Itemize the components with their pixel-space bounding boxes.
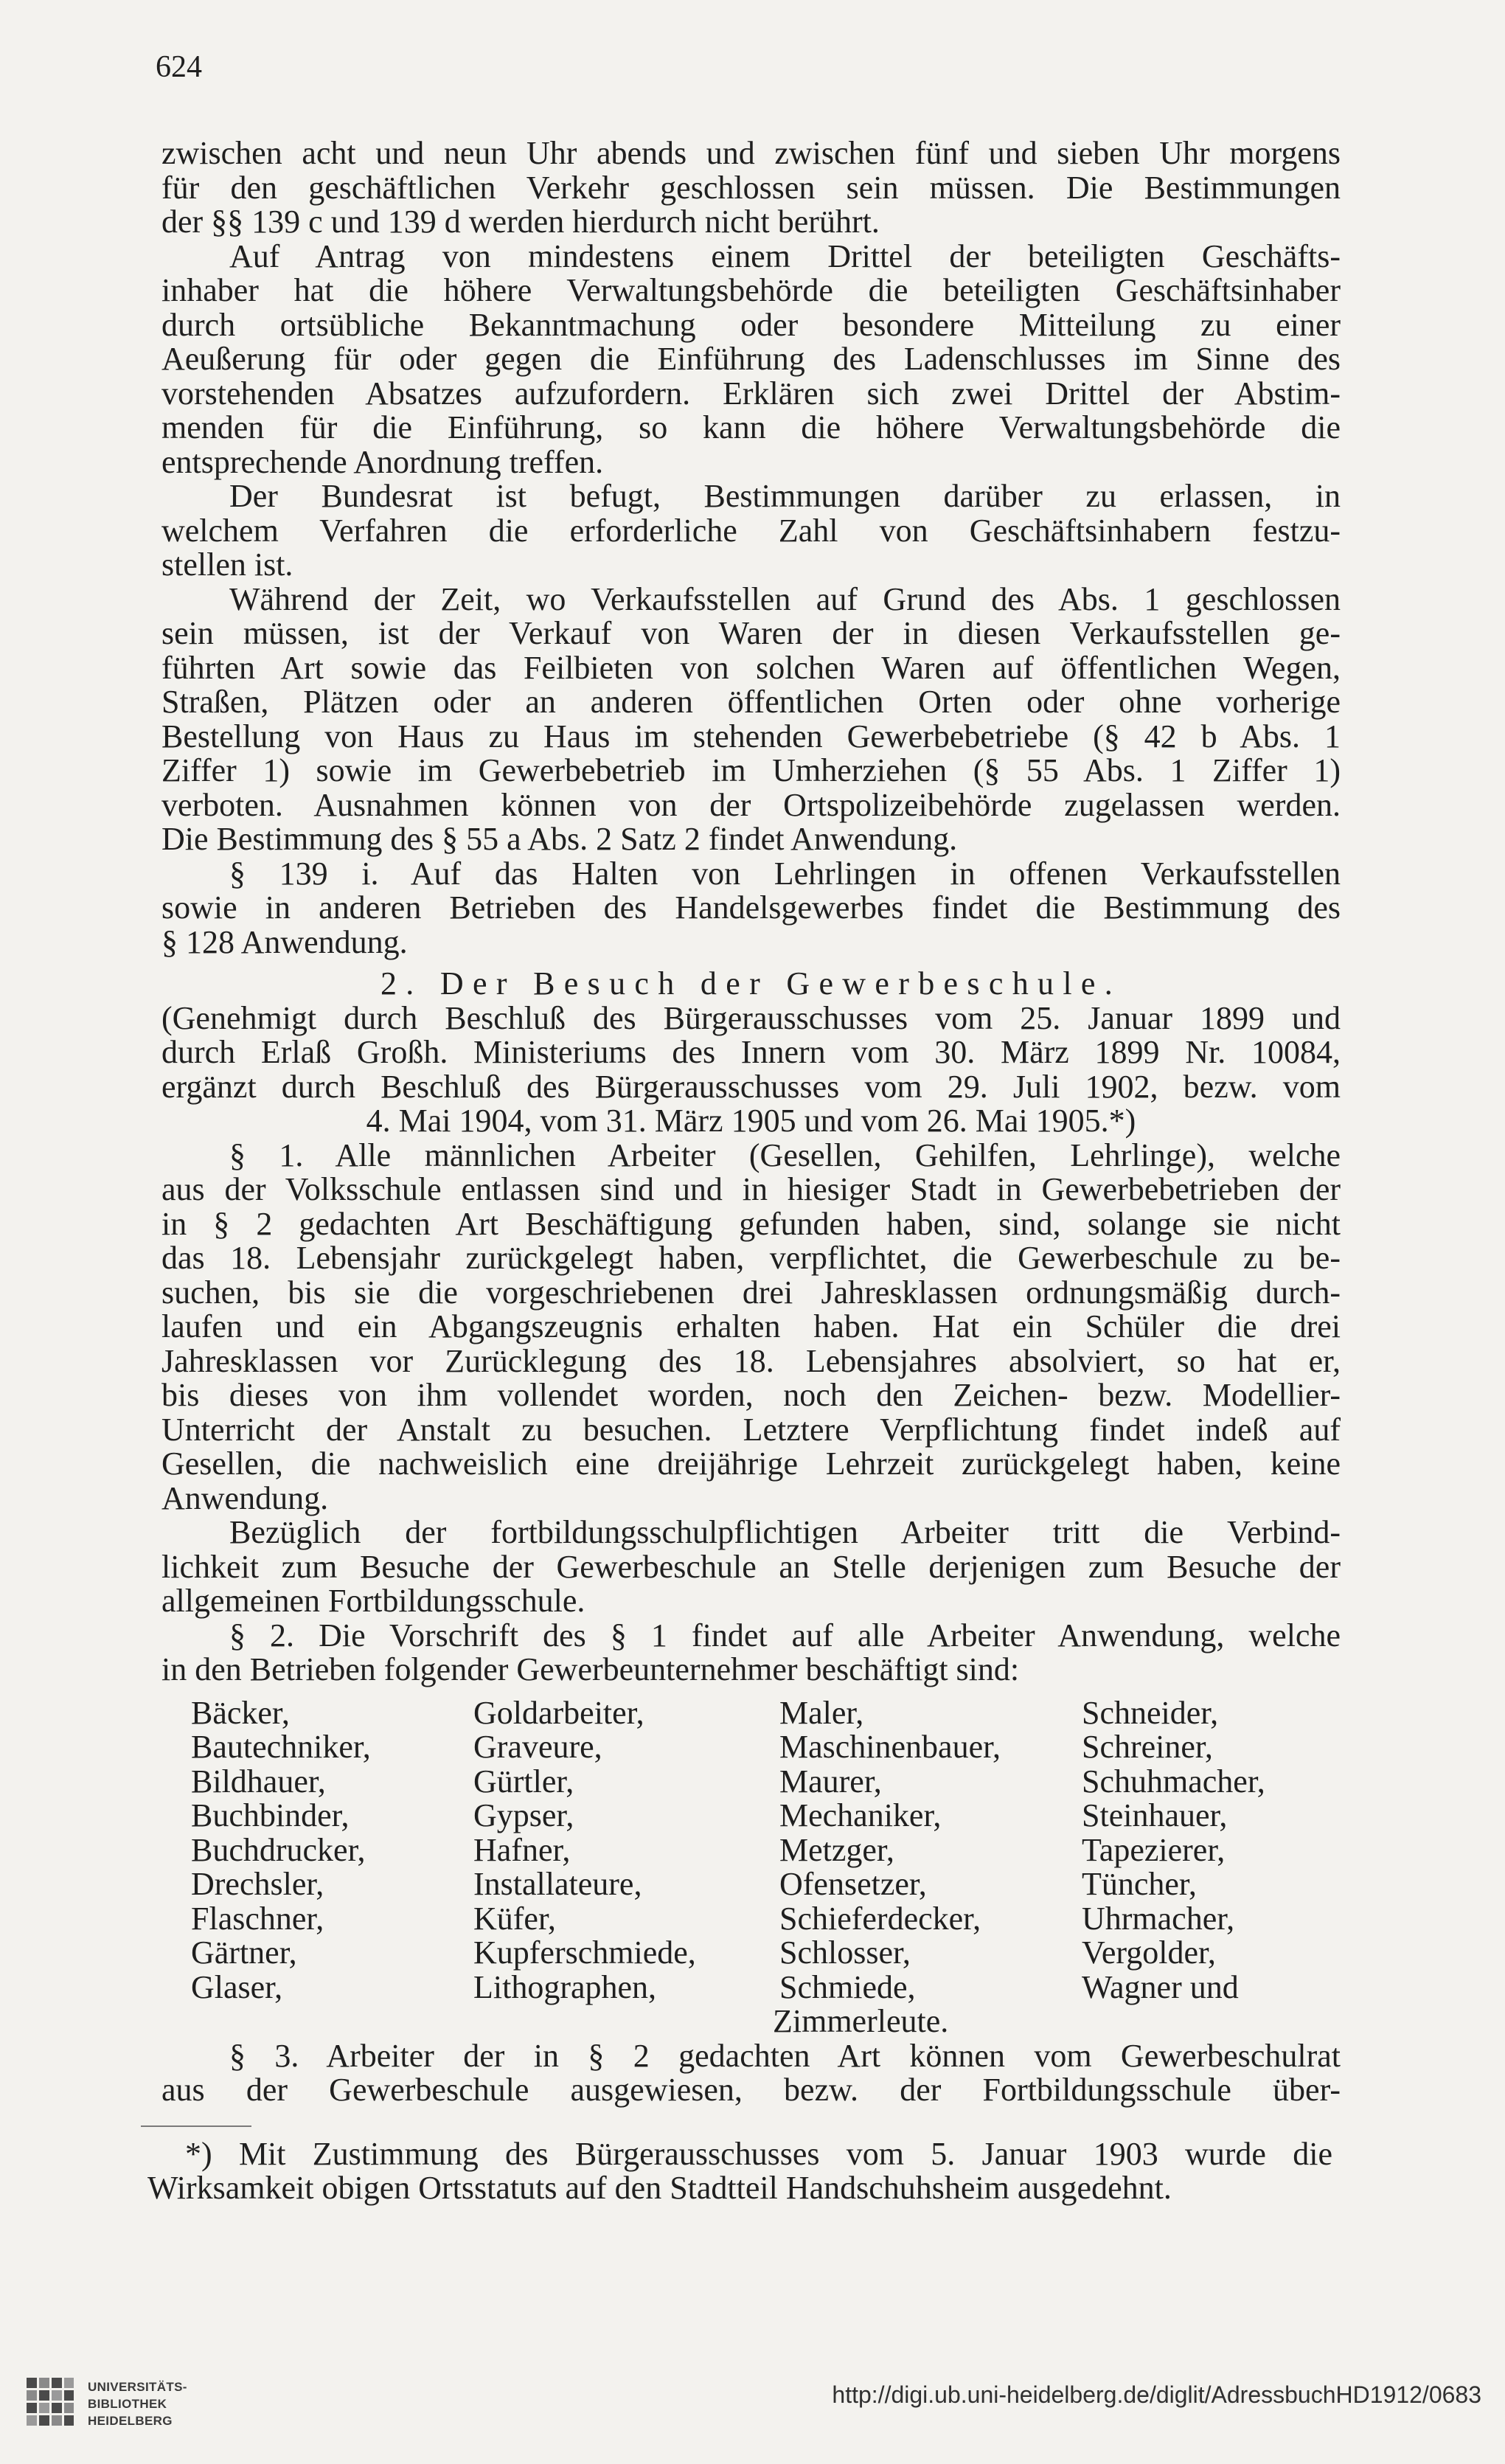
text-line: menden für die Einführung, so kann die höhere Verwaltungsbehörde die <box>161 409 1341 445</box>
section-gewerbeschule <box>161 967 1341 2108</box>
text-line: Bezüglich der fortbildungsschulpflichtigen Arbeiter tritt die Verbind- <box>229 1514 1341 1550</box>
logo-line: UNIVERSITÄTS- <box>88 2380 187 2394</box>
trade-item: Wagner und <box>1082 1968 1239 2005</box>
page-number: 624 <box>156 50 202 84</box>
text-line: Straßen, Plätzen oder an anderen öffentlichen Orten oder ohne vorherige <box>161 684 1341 720</box>
trades-row <box>161 1799 1341 1833</box>
trade-item: Küfer, <box>473 1900 556 1937</box>
trade-item: Schmiede, <box>779 1968 916 2005</box>
trade-item: Kupferschmiede, <box>473 1934 696 1971</box>
page-body <box>147 135 1341 2206</box>
text-line: lichkeit zum Besuche der Gewerbeschule an Stelle derjenigen zum Besuche der <box>161 1548 1341 1585</box>
paragraph <box>161 479 1341 583</box>
text-line: entsprechende Anordnung treffen. <box>161 443 604 480</box>
text-line: (Genehmigt durch Beschluß des Bürgerausschusses vom 25. Januar 1899 und <box>161 999 1341 1036</box>
trades-row <box>161 1867 1341 1902</box>
footnote-divider <box>141 2125 251 2127</box>
trade-item: Lithographen, <box>473 1968 657 2005</box>
trade-item: Flaschner, <box>191 1900 324 1937</box>
trade-item: Buchbinder, <box>191 1797 350 1833</box>
text-line: durch Erlaß Großh. Ministeriums des Innern vom 30. März 1899 Nr. 10084, <box>161 1034 1341 1070</box>
text-line: Unterricht der Anstalt zu besuchen. Letztere Verpflichtung findet indeß auf <box>161 1411 1341 1448</box>
trade-item: Uhrmacher, <box>1082 1900 1235 1937</box>
trade-item: Schieferdecker, <box>779 1900 981 1937</box>
logo-line: BIBLIOTHEK <box>88 2397 167 2411</box>
text-line: § 1. Alle männlichen Arbeiter (Gesellen, Gehilfen, Lehrlinge), welche <box>229 1136 1341 1173</box>
text-line: Gesellen, die nachweislich eine dreijährige Lehrzeit zurückgelegt haben, keine <box>161 1446 1341 1482</box>
text-line: § 139 i. Auf das Halten von Lehrlingen in offenen Verkaufsstellen <box>229 855 1341 892</box>
paragraph <box>161 580 1341 857</box>
paragraph <box>161 1516 1341 1619</box>
trades-row <box>161 1765 1341 1800</box>
paragraph <box>161 237 1341 480</box>
text-line: welchem Verfahren die erforderliche Zahl von Geschäftsinhabern festzu- <box>161 512 1341 549</box>
library-logo-text <box>88 2378 187 2429</box>
trade-item: Drechsler, <box>191 1866 324 1902</box>
trade-item: Mechaniker, <box>779 1797 942 1833</box>
text-line: Anwendung. <box>161 1479 329 1516</box>
footnote <box>147 2137 1332 2206</box>
text-line: Aeußerung für oder gegen die Einführung des Ladenschlusses im Sinne des <box>161 341 1341 377</box>
text-line: inhaber hat die höhere Verwaltungsbehörde die beteiligten Geschäftsinhaber <box>161 272 1341 308</box>
text-line: 4. Mai 1904, vom 31. März 1905 und vom 26. Mai 1905.*) <box>366 1103 1136 1139</box>
trade-item: Buchdrucker, <box>191 1831 366 1868</box>
trade-item: Bautechniker, <box>191 1729 371 1765</box>
text-line: § 3. Arbeiter der in § 2 gedachten Art können vom Gewerbeschulrat <box>229 2037 1341 2074</box>
text-line: Wirksamkeit obigen Ortsstatuts auf den Stadtteil Handschuhsheim ausgedehnt. <box>147 2170 1172 2206</box>
trade-item: Maurer, <box>779 1763 882 1800</box>
paragraph <box>161 857 1341 960</box>
trade-item: Schuhmacher, <box>1082 1763 1265 1800</box>
text-line: Während der Zeit, wo Verkaufsstellen auf Grund des Abs. 1 geschlossen <box>229 580 1341 617</box>
text-line: Bestellung von Haus zu Haus im stehenden Gewerbebetriebe (§ 42 b Abs. 1 <box>161 718 1341 754</box>
text-line: Auf Antrag von mindestens einem Drittel der beteiligten Geschäfts- <box>229 237 1341 274</box>
text-line: *) Mit Zustimmung des Bürgerausschusses vom 5. Januar 1903 wurde die <box>185 2135 1332 2172</box>
trade-item: Schneider, <box>1082 1694 1219 1731</box>
text-line: Der Bundesrat ist befugt, Bestimmungen darüber zu erlassen, in <box>229 478 1341 514</box>
trade-item: Installateure, <box>473 1866 642 1902</box>
trade-item: Graveure, <box>473 1729 602 1765</box>
trade-item: Ofensetzer, <box>779 1866 927 1902</box>
text-line: Ziffer 1) sowie im Gewerbebetrieb im Umherziehen (§ 55 Abs. 1 Ziffer 1) <box>161 752 1341 788</box>
digitization-url: http://digi.ub.uni-heidelberg.de/diglit/AdressbuchHD1912/0683 <box>832 2381 1481 2408</box>
text-line: allgemeinen Fortbildungsschule. <box>161 1583 585 1619</box>
trades-row <box>161 2005 1341 2039</box>
logo-line: HEIDELBERG <box>88 2414 173 2428</box>
paragraph <box>161 1619 1341 1687</box>
paragraph <box>161 1136 1341 1516</box>
text-line: das 18. Lebensjahr zurückgelegt haben, verpflichtet, die Gewerbeschule zu be- <box>161 1240 1341 1276</box>
trade-item: Goldarbeiter, <box>473 1694 644 1731</box>
trades-row <box>161 1696 1341 1731</box>
trade-item: Glaser, <box>191 1968 283 2005</box>
trade-item: Schreiner, <box>1082 1729 1213 1765</box>
trade-item: Gypser, <box>473 1797 574 1833</box>
trades-row <box>161 1968 1341 2005</box>
text-line: führten Art sowie das Feilbieten von solchen Waren auf öffentlichen Wegen, <box>161 649 1341 686</box>
library-logo <box>25 2376 187 2432</box>
approval-note <box>161 999 1341 1139</box>
trades-list <box>161 1696 1341 2039</box>
text-line: aus der Volksschule entlassen sind und in hiesiger Stadt in Gewerbebetrieben der <box>161 1171 1341 1207</box>
library-logo-icon <box>25 2376 75 2432</box>
trade-item: Hafner, <box>473 1831 571 1868</box>
text-line: ergänzt durch Beschluß des Bürgerausschusses vom 29. Juli 1902, bezw. vom <box>161 1068 1341 1105</box>
trade-item: Steinhauer, <box>1082 1797 1228 1833</box>
trades-row <box>161 1902 1341 1937</box>
section-heading: 2. Der Besuch der Gewerbeschule. <box>380 965 1122 1002</box>
text-line: aus der Gewerbeschule ausgewiesen, bezw. der Fortbildungsschule über- <box>161 2072 1341 2108</box>
trade-item: Tüncher, <box>1082 1866 1197 1902</box>
paragraph <box>161 136 1341 240</box>
trade-item: Metzger, <box>779 1831 894 1868</box>
trade-item: Zimmerleute. <box>773 2003 949 2039</box>
text-line: sowie in anderen Betrieben des Handelsgewerbes findet die Bestimmung des <box>161 889 1341 926</box>
text-line: vorstehenden Absatzes aufzufordern. Erklären sich zwei Drittel der Abstim- <box>161 375 1341 412</box>
trades-row <box>161 1730 1341 1765</box>
paragraph <box>161 2039 1341 2108</box>
trade-item: Bäcker, <box>191 1694 290 1731</box>
text-line: zwischen acht und neun Uhr abends und zwischen fünf und sieben Uhr morgens <box>161 135 1341 171</box>
trade-item: Bildhauer, <box>191 1763 326 1800</box>
text-line: sein müssen, ist der Verkauf von Waren der in diesen Verkaufsstellen ge- <box>161 615 1341 651</box>
text-line: der §§ 139 c und 139 d werden hierdurch nicht berührt. <box>161 204 880 240</box>
trade-item: Tapezierer, <box>1082 1831 1226 1868</box>
trade-item: Maschinenbauer, <box>779 1729 1001 1765</box>
text-line: laufen und ein Abgangszeugnis erhalten haben. Hat ein Schüler die drei <box>161 1308 1341 1344</box>
text-line: stellen ist. <box>161 546 293 583</box>
trade-item: Vergolder, <box>1082 1934 1216 1971</box>
text-line: für den geschäftlichen Verkehr geschlossen sein müssen. Die Bestimmungen <box>161 169 1341 206</box>
text-line: § 2. Die Vorschrift des § 1 findet auf alle Arbeiter Anwendung, welche <box>229 1617 1341 1653</box>
text-line: durch ortsübliche Bekanntmachung oder besondere Mitteilung zu einer <box>161 306 1341 343</box>
trades-row <box>161 1833 1341 1868</box>
trade-item: Gürtler, <box>473 1763 574 1800</box>
text-line: in § 2 gedachten Art Beschäftigung gefunden haben, sind, solange sie nicht <box>161 1205 1341 1242</box>
text-line: suchen, bis sie die vorgeschriebenen drei Jahresklassen ordnungsmäßig durch- <box>161 1274 1341 1311</box>
trade-item: Gärtner, <box>191 1934 297 1971</box>
text-line: verboten. Ausnahmen können von der Ortspolizeibehörde zugelassen werden. <box>161 786 1341 823</box>
trade-item: Maler, <box>779 1694 864 1731</box>
text-line: in den Betrieben folgender Gewerbeunternehmer beschäftigt sind: <box>161 1651 1020 1687</box>
text-line: Die Bestimmung des § 55 a Abs. 2 Satz 2 findet Anwendung. <box>161 821 958 857</box>
trades-row <box>161 1936 1341 1971</box>
text-line: Jahresklassen vor Zurücklegung des 18. Lebensjahres absolviert, so hat er, <box>161 1342 1341 1379</box>
trade-item: Schlosser, <box>779 1934 911 1971</box>
text-line: bis dieses von ihm vollendet worden, noch den Zeichen- bezw. Modellier- <box>161 1377 1341 1413</box>
text-line: § 128 Anwendung. <box>161 923 408 960</box>
